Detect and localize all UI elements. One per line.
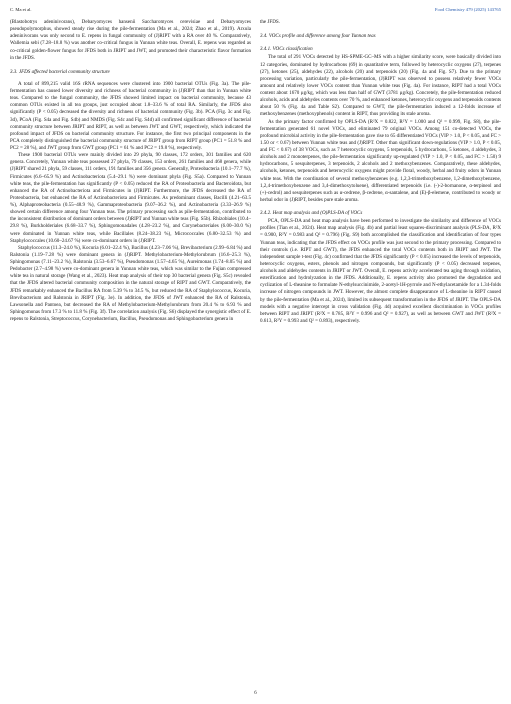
paragraph-3-4-1-a: The total of 291 VOCs detected by HS-SPME-GC–MS with a higher similarity score, were basically divided into 12 categories, dominated by hydrocarbons (69) in quantitative term, followed by heterocyclic oxygens (27), terpenes (27), ketones (25), aldehydes (22), alcohols (20) and terpenoids (20) (Fig. 4a and Fig. S7). Due to the primary processing variation, particularly the pile-fermentation, (J)RIPT was observed to possess relatively fewer VOCs amount and relatively lower VOCs content than Yunnan white teas (Fig. 4a). For instance, RIPT had a total VOCs content about 1670 μg/kg, which was less than half of GWT (3781 μg/kg). Concretely, the pile-fermentation reduced alcohols, acids and aldehydes contents over 70 %, and enhanced ketones, heterocyclic oxygens and terpenoids contents about 50 % (Fig. 4a and Table S2). Compared to GWT, the pile-fermentation induced a 12-folds increase of methoxybenzenes (methoxyphenols) content in RIPT, thus providing its stale aroma. (260, 54, 501, 118)
paragraph-3-3-b: These 1900 bacterial OTUs were mainly divided into 29 phyla, 90 classes, 172 orders, 301 families and 620 genera. Concretely, Yunnan white teas possessed 27 phyla, 79 classes, 153 orders, 261 families and 468 genera, while (J)RIPT shared 21 phyla, 59 classes, 111 orders, 191 families and 356 genera. Generally, Proteobacteria (10.1–77.7 %), Firmicutes (6.6–65.9 %) and Actinobacteriota (5.4–29.1 %) were dominant phyla (Fig. S5a). Compared to Yunnan white teas, the pile-fermentation has significantly (P < 0.05) reduced the RA of Proteobacteria and Bacteroidota, but enhanced the RA of Actinobacteriota and Firmicutes in (J)RIPT. Furthermore, the JFDS decreased the RA of Proteobacteria, but enhanced the RA of Actinobacteriota and Firmicutes. As predominant classes, Bacilli (4.21–63.5 %), Alphaproteobacteria (0.55–48.9 %), Gammaproteobacteria (9.07–36.2 %), and Actinobacteria (3.33–26.9 %) showed certain difference among four Yunnan teas. The primary processing such as pile-fermentation, contributed to the inconsistent distribution of dominant orders between (J)RIPT and Yunnan white teas (Fig. S5b). Rhizobiales (10.4–29.8 %), Burkholderiales (6.68–33.7 %), Sphingomonadales (4.28–23.2 %), and Corynebacteriales (6.00–30.0 %) were dominated in Yunnan white teas, while Bacillales (8.24–38.23 %), Micrococcales (6.80–32.53 %) and Staphylococcales (10.60–24.67 %) were co-dominant orders in (J)RIPT. (10, 152, 251, 244)
running-header (10, 6, 501, 14)
paragraph-intro-continued: (Blastobotrys adeninivorans), Debaryomyces hansenii Saccharomyces cerevisiae and Debaryomyces pseudopolymorphus, showed steady rise during the pile-fermentation (Ma et al., 2024; Zhao et al., 2019). Arxula adeninivorans was only second to E. repens in fungal community of (J)RIPT with a RA over 40 %. Comparatively, Wallemia sebi (7.28–18.8 %) was another co-critical fungus in Yunnan white teas. Overall, E. repens was regarded as co-critical golden-flower fungus for JFDS both in JRIPT and JWT, and promoted their characteristic flavor formation in the JFDS. (10, 19, 251, 61)
paragraph-3-4-1-b: As the primary factor confirmed by OPLS-DA (R²X = 0.822, R²Y = 1.000 and Q² = 0.999, Fig. S8), the pile-fermentation generated 61 novel VOCs, and eliminated 79 original VOCs. Among 151 co-detected VOCs, the profound microbial activity in the pile-fermentation gave rise to 65 differentiated VOCs (VIP > 1.0, P < 0.05, and FC > 1.50 or < 0.67) between Yunnan white teas and (J)RIPT. Other than significant down-regulations (VIP > 1.0, P < 0.05, and FC < 0.67) of 38 VOCs, such as 7 heterocyclic oxygens, 5 terpenoids, 5 hydrocarbons, 5 ketones, 4 aldehydes, 3 alcohols and 2 monoterpenes, the pile-fermentation significantly up-regulated (VIP > 1.0, P < 0.05, and FC > 1.50) 9 hydrocarbons, 5 sesquiterpenes, 3 terpenoids, 2 alcohols and 2 methoxybenzenes. Comparatively, these aldehydes, alcohols, ketones, terpenoids and heterocyclic oxygens might provide floral, woody, herbal and fruity odors in Yunnan white teas. With the coordination of several methoxybenzenes (e.g. 1,2,3-trimethoxybenzene, 1,2-dimethoxybenzene, 1,2,4-trimethoxybenzene and 3,4-dimethoxytoluene), differentiated terpenoids (i.e. (-)-2-bornanone, α-terpineol and (+)-cedrol) and sesquiterpenes such as α-cedrene, β-cedrene, α-santalene, and (E)-β-elemene, contributed to woody or herbal odor in (J)RIPT, besides pure stale aroma. (260, 118, 501, 203)
section-heading-3-4: 3.4. VOCs profile and difference among four Yunnan teas (260, 33, 376, 40)
section-heading-3-3: 3.3. JFDS affected bacterial community structure (10, 68, 110, 75)
subsection-heading-3-4-2: 3.4.2. Heat map analysis and (O)PLS-DA of VOCs (260, 210, 363, 216)
paragraph-continued: the JFDS. (260, 19, 280, 25)
subsection-heading-3-4-1: 3.4.1. VOCs classification (260, 46, 313, 53)
header-authors: C. Ma et al. (10, 7, 32, 12)
left-column (10, 19, 251, 323)
paragraph-3-3-a: A total of 899,215 valid 16S rRNA sequences were clustered into 1900 bacterial OTUs (Fig. 3a). The pile-fermentation has caused lower diversity and richness of bacterial community in (J)RIPT than that in Yunnan white teas. Compared to the fungal community, the JFDS showed limited impact on bacterial community, because 43 common OTUs existed in all tea groups, just occupied about 1.8–33.6 % of total RA. Similarly, the JFDS also significantly (P < 0.05) decreased the diversity and richness of bacterial community (Fig. 3b). PCA (Fig. 3c and Fig. 3d), PCoA (Fig. S4a and Fig. S4b) and NMDS (Fig. S4c and Fig. S4d) all confirmed significant difference of bacterial community structure between JRIPT and RIPT, as well as between JWT and GWT, respectively, which indicated the profound impact of JFDS on bacterial community structure. For instance, the first two principal components in the PCA completely distinguished the bacterial community structure of JRIPT group from RIPT group (PC1 = 51.8 % and PC2 = 28 %), and JWT group from GWT group (PC1 = 61 % and PC2 = 19.8 %), respectively. (10, 80, 251, 151)
right-column (260, 19, 501, 325)
page-number: 6 (254, 691, 257, 696)
header-journal-citation[interactable]: Food Chemistry 479 (2025) 143765 (434, 7, 501, 12)
paragraph-3-3-c: Staphylococcus (11.3–24.0 %), Kocuria (6.01–22.4 %), Bacillus (4.23–7.06 %), Brevibacterium (2.99–6.84 %) and Ralstonia (1.19–7.28 %) were dominant genera in (J)RIPT. Methylobacterium-Methylorubrum (16.6–25.3 %), Sphingomonas (7.11–23.2 %), Ralstonia (3.53–6.67 %), Pseudomonas (1.57–4.65 %), Aureimonas (1.74–8.05 %) and Pedobacter (2.7–4.98 %) were co-dominant genera in Yunnan white teas, which was similar to the Fujian compressed white tea in natural storage (Wang et al., 2023). Heat map analysis of their top 30 bacterial genera (Fig. S5c) revealed that the JFDS altered bacterial community composition in the natural storage of RIPT and GWT. Comparatively, the JFDS remarkably enhanced the Bacillus RA from 5.39 % to 34.5 %, but reduced the RA of Staphylococcus, Kocuria, Brevibacterium and Ralstonia in JRIPT (Fig. 3e). In addition, the JFDS of JWT enhanced the RA of Ralstonia, Lawsonella and Pantoea, but decreased the RA of Methylobacterium-Methylorubrum from 20.4 % to 6.93 % and Sphingomonas from 17.3 % to 11.8 % (Fig. 3f). The correlation analysis (Fig. S6) displayed the synergistic effect of E. repens to Ralstonia, Streptococcus, Corynebacterium, Bacillus, Pseudomonas and Sphingobacterium genera in (10, 244, 251, 322)
paragraph-3-4-2: PCA, OPLS-DA and heat map analysis have been performed to investigate the similarity and difference of VOCs profiles (Tian et al., 2024). Heat map analysis (Fig. 4b) and partial least squares-discriminant analysis (PLS-DA, R²X = 0.900, R²Y = 0.983 and Q² = 0.796) (Fig. S9) both accomplished the classification and identification of four types Yunnan teas, indicating that the JFDS effect on VOCs profile was just second to the primary processing. Compared to their controls (i.e. RIPT and GWT), the JFDS enhanced the total VOCs contents both in JRIPT and JWT. The independent sample t-test (Fig. 4c) confirmed that the JFDS significantly (P < 0.05) increased the levels of terpenoids, heterocyclic oxygens, esters, phenols and nitrogen compounds, but significantly (P < 0.05) decreased terpenes, alcohols and aldehydes contents in JRIPT or JWT. Overall, E. repens activity accelerated tea aging through oxidation, esterification and hydrolyzation in the JFDS. Additionally, E. repens activity also promoted the degradation and cyclization of L-theanine to formulate N-ethylsuccinimide, 2-acetyl-1H-pyrrole and N-ethylacetamide for a 1.34-folds increase of nitrogen compounds in JWT. However, the almost complete disappearance of L-theanine in RIPT caused by the pile-fermentation (Ma et al., 2024), limited its subsequent transformation in the JFDS of JRIPT. The OPLS-DA models with a negative intercept in cross validation (Fig. 4d) acquired excellent discrimination in VOCs profiles between RIPT and JRIPT (R²X = 0.785, R²Y = 0.996 and Q² = 0.927), as well as between GWT and JWT (R²X = 0.613, R²Y = 0.993 and Q² = 0.893), respectively. (260, 218, 501, 324)
